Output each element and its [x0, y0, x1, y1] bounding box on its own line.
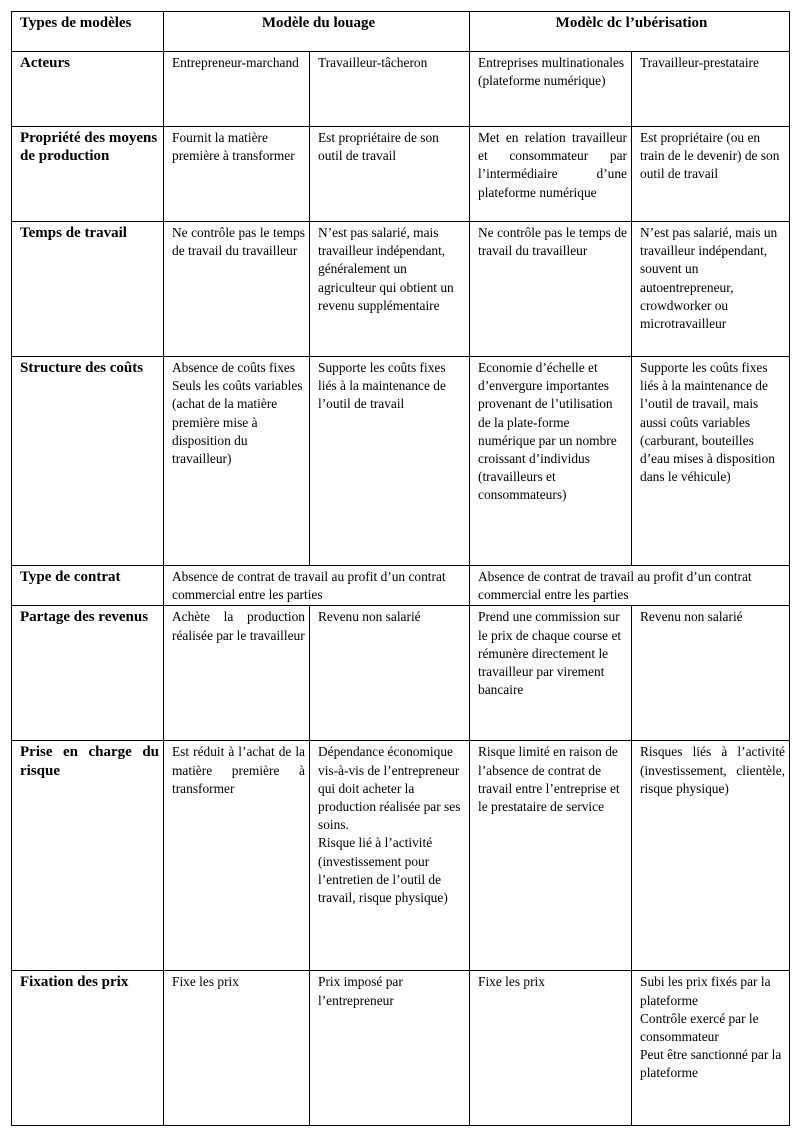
row-label: Acteurs	[12, 52, 164, 127]
header-uberisation: Modèlc dc l’ubérisation	[470, 12, 790, 52]
cell: Supporte les coûts fixes liés à la maintenance de l’outil de travail	[310, 357, 470, 566]
row-label: Structure des coûts	[12, 357, 164, 566]
cell: Est réduit à l’achat de la matière première à transformer	[164, 741, 310, 971]
cell: Travailleur-prestataire	[632, 52, 790, 127]
row-label: Propriété des moyens de production	[12, 127, 164, 222]
cell: Revenu non salarié	[632, 606, 790, 741]
cell: N’est pas salarié, mais travailleur indépendant, généralement un agriculteur qui obtient un revenu supplémentaire	[310, 222, 470, 357]
cell: Est propriétaire de son outil de travail	[310, 127, 470, 222]
header-louage: Modèle du louage	[164, 12, 470, 52]
row-propriete	[12, 127, 790, 222]
cell: Supporte les coûts fixes liés à la maintenance de l’outil de travail, mais aussi coûts variables (carburant, bouteilles d’eau mises à disposition dans le véhicule)	[632, 357, 790, 566]
row-label: Prise en charge du risque	[12, 741, 164, 971]
cell: Fixe les prix	[470, 971, 632, 1126]
cell: Est propriétaire (ou en train de le devenir) de son outil de travail	[632, 127, 790, 222]
cell: Revenu non salarié	[310, 606, 470, 741]
cell: Entreprises multinationales (plateforme numérique)	[470, 52, 632, 127]
cell: Entrepreneur-marchand	[164, 52, 310, 127]
cell: Prend une commission sur le prix de chaque course et rémunère directement le travailleur par virement bancaire	[470, 606, 632, 741]
cell: Risque limité en raison de l’absence de contrat de travail entre l’entreprise et le prestataire de service	[470, 741, 632, 971]
header-types: Types de modèles	[12, 12, 164, 52]
cell: Subi les prix fixés par la plateforme Contrôle exercé par le consommateur Peut être sanctionné par la plateforme	[632, 971, 790, 1126]
cell-louage: Absence de contrat de travail au profit d’un contrat commercial entre les parties	[164, 566, 470, 606]
cell: Risques liés à l’activité (investissement, clientèle, risque physique)	[632, 741, 790, 971]
cell: Fixe les prix	[164, 971, 310, 1126]
row-label: Temps de travail	[12, 222, 164, 357]
cell: Achète la production réalisée par le travailleur	[164, 606, 310, 741]
row-label: Type de contrat	[12, 566, 164, 606]
row-partage	[12, 606, 790, 741]
cell: N’est pas salarié, mais un travailleur indépendant, souvent un autoentrepreneur, crowdworker ou microtravailleur	[632, 222, 790, 357]
row-contrat	[12, 566, 790, 606]
cell: Met en relation travailleur et consommateur par l’intermédiaire d’une plateforme numérique	[470, 127, 632, 222]
row-risque	[12, 741, 790, 971]
cell: Absence de coûts fixes Seuls les coûts variables (achat de la matière première mise à disposition du travailleur)	[164, 357, 310, 566]
cell: Economie d’échelle et d’envergure importantes provenant de l’utilisation de la plate-forme numérique par un nombre croissant d’individus (travailleurs et consommateurs)	[470, 357, 632, 566]
cell: Dépendance économique vis-à-vis de l’entrepreneur qui doit acheter la production réalisée par ses soins. Risque lié à l’activité (investissement pour l’entretien de l’outil de travail, risque physique)	[310, 741, 470, 971]
cell: Ne contrôle pas le temps de travail du travailleur	[470, 222, 632, 357]
row-temps	[12, 222, 790, 357]
comparison-table	[11, 11, 790, 1126]
cell: Ne contrôle pas le temps de travail du travailleur	[164, 222, 310, 357]
row-label: Fixation des prix	[12, 971, 164, 1126]
cell-uberisation: Absence de contrat de travail au profit d’un contrat commercial entre les parties	[470, 566, 790, 606]
cell: Fournit la matière première à transformer	[164, 127, 310, 222]
row-acteurs	[12, 52, 790, 127]
header-row	[12, 12, 790, 52]
cell: Prix imposé par l’entrepreneur	[310, 971, 470, 1126]
cell: Travailleur-tâcheron	[310, 52, 470, 127]
row-structure	[12, 357, 790, 566]
row-fixation	[12, 971, 790, 1126]
row-label: Partage des revenus	[12, 606, 164, 741]
